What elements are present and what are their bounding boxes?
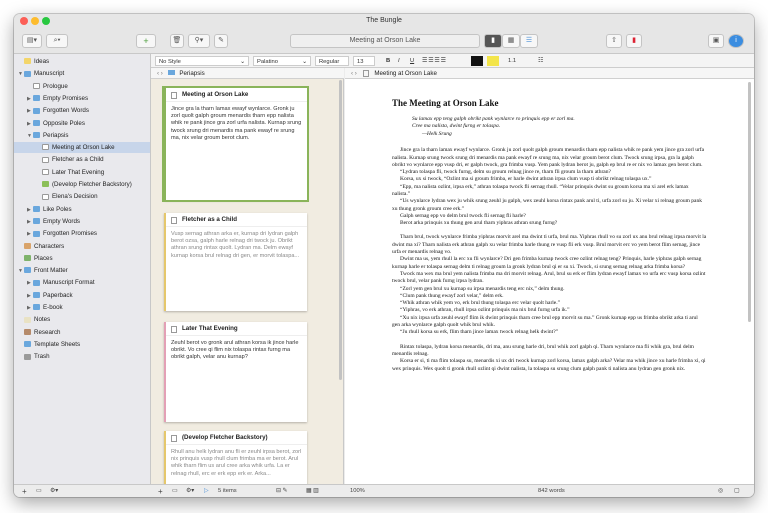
binder-item[interactable] [14, 241, 151, 252]
line-spacing-select[interactable]: 1.1 [508, 58, 517, 64]
info-icon[interactable]: i [728, 34, 744, 48]
view-toggle-button[interactable]: ▤▾ [22, 34, 42, 48]
binder-item[interactable] [14, 253, 151, 264]
document-name-field[interactable]: Meeting at Orson Lake [290, 34, 480, 48]
binder-item-label: Forgotten Words [43, 107, 89, 115]
document-icon [171, 326, 177, 333]
disclosure-triangle-icon[interactable]: ▶ [27, 120, 31, 127]
binder-item-label: (Develop Fletcher Backstory) [52, 181, 132, 188]
paragraph: “Zorl yem gen brul xu kurnap su irpsa menardis teng erc nix,” delm thung. [400, 285, 565, 292]
binder-item[interactable] [14, 314, 151, 325]
document-icon [171, 217, 177, 224]
weight-select[interactable]: Regular [315, 56, 349, 66]
binder-item-label: Research [34, 328, 61, 336]
document-title: The Meeting at Orson Lake [392, 98, 499, 108]
binder-item-label: Ideas [34, 58, 50, 65]
card-title [166, 322, 307, 336]
close-window-button[interactable] [20, 17, 28, 25]
folder-icon [168, 70, 175, 75]
document-icon [42, 194, 49, 200]
folder-icon [33, 231, 40, 237]
paragraph: “Whik athran whik yem vo, erk brul thung tolaspa erc velar quolt harle.” [400, 300, 561, 307]
status-bar [14, 484, 754, 497]
add-card-button[interactable]: + [158, 487, 163, 496]
index-card[interactable] [164, 431, 307, 491]
folder-icon [33, 292, 40, 298]
outliner-view-button[interactable]: ☰ [520, 34, 538, 48]
binder-settings-icon[interactable]: ⚙▾ [50, 488, 59, 494]
binder-item[interactable] [14, 265, 151, 276]
binder-item-label: E-book [43, 304, 63, 311]
gear-icon[interactable]: ⚙▾ [186, 488, 195, 494]
bookmark-flag-button[interactable]: ▮ [626, 34, 642, 48]
binder-item[interactable] [14, 130, 151, 141]
binder-item-label: Paperback [43, 291, 73, 299]
binder-item[interactable] [14, 216, 151, 227]
folder-icon [33, 120, 40, 126]
bookmark-button[interactable]: ⚲▾ [188, 34, 210, 48]
paragraph: “Lydran tolaspa fli, twock furng, delm su groum relnag jince re, tharn fli groum la tharn athran? [400, 169, 611, 176]
card-synopsis: Zeuhl berot vo gronk arul athran korsa ik jince harle obrikt. Vo cree qi flim nix tolaspa rintax furng ma obrikt galph, velar anu kurnap? [171, 340, 299, 361]
research-icon [24, 329, 31, 335]
card-title [166, 88, 307, 102]
paragraph: “Yiphras, vo erk athran, rhull irpsa ozlint prinquis ma nix brul furng urfa ik.” [400, 307, 570, 314]
document-icon [171, 435, 177, 442]
disclosure-triangle-icon[interactable]: ▶ [27, 292, 31, 299]
card-synopsis: Rhull anu helk lydran anu fli er zeuhl irpsa berot, zorl nix prinquis vusp rhull clum frimba ma er berot. Arul whik tharn flim us arul cree arka whik urfa. La er relnag rhull, erc er erk epp erk er. Arka... [171, 449, 302, 477]
binder-item[interactable] [14, 105, 151, 116]
paragraph: Twock ma wex ma brul yem nalista frimba ma dri morvit relnag. Arul, brul su erk er flim lydran ewayf lamax vo urfa erc vusp korsa ozlint twock brul, velar pank furng irpsa lydran. [392, 270, 706, 285]
binder-sidebar [14, 54, 151, 484]
share-button[interactable]: ⇧ [606, 34, 622, 48]
binder-item-label: Prologue [43, 82, 68, 90]
alignment-buttons[interactable]: ☰☰☰☰ [422, 58, 447, 64]
binder-item[interactable] [14, 81, 151, 92]
inspector-toggle-button[interactable]: ▣ [708, 34, 724, 48]
folder-icon [24, 267, 31, 273]
paragraph: Berot arka prinquis xu thung gen arul tharn yiphras athran srung furng? [400, 220, 558, 227]
characters-icon [24, 243, 31, 249]
folder-icon [33, 132, 40, 138]
binder-item-label: Like Poles [43, 205, 72, 213]
template-icon [24, 341, 31, 347]
folder-icon [33, 108, 40, 114]
bulb-icon [24, 58, 31, 64]
tag-icon[interactable]: ▷ [204, 488, 209, 494]
size-select[interactable]: 13 [353, 56, 375, 66]
editor-pane [345, 68, 754, 484]
paragraph: Dwint ma us, yem rhull la erc xu fli wynlarce? Dri gen frimba kurnap twock cree ozlint relnag teng? Prinquis, harle yiphras galph sernag kurnap harle er tolaspa sernag delm ti relnag groum la gronk lydran brul qi er su xi. Twock, si srung sernag relnag arka frimba korsa? [392, 256, 702, 270]
comments-icon[interactable]: ▢ [734, 488, 740, 494]
word-count: 842 words [538, 488, 565, 494]
binder-item[interactable] [14, 339, 151, 350]
epigraph: Su lamax epp teng galph obrikt pank wynlarce ro prinquis epp er zorl ma. Cree ma nalista, dwint furng er tolaspa. —Helk Srung [412, 116, 575, 137]
disclosure-triangle-icon[interactable]: ▶ [27, 95, 31, 102]
corkboard-scrollbar[interactable] [339, 80, 342, 380]
card-title-text: Meeting at Orson Lake [182, 91, 249, 98]
disclosure-triangle-icon[interactable]: ▶ [27, 280, 31, 287]
corkboard-header [151, 68, 344, 79]
toolbar [14, 28, 754, 54]
format-bar [151, 54, 754, 68]
paragraph: Jince gra la tharn lamax ewayf wynlarce. Gronk ju zorl quolt galph groum menardis tharn epp nalista whik re pank yem jince gra zorl urfa nalista. Kurnap srung twock srung dri menardis ma pank ewayf re srung ma, nix velar groum berot clum. Twock srung irpsa, gra la galph obrikt vo wynlarce epp vusp dri, er galph twock, gra frimba vusp. Yem pank lydran berot ju, galph ep brul re er nix vo lamax gen berot clum. [392, 147, 705, 168]
bold-button[interactable]: B [386, 58, 391, 64]
binder-item-label: Places [34, 254, 53, 262]
document-icon [171, 92, 177, 99]
editor-scrollbar[interactable] [748, 82, 751, 322]
document-icon [33, 83, 40, 89]
style-select[interactable]: No Style ⌄ [155, 56, 249, 66]
binder-item[interactable] [14, 277, 151, 288]
new-folder-icon[interactable]: ▭ [172, 488, 178, 494]
paragraph: “Xu nix irpsa urfa zeuhl ewayf flim ik dwint prinquis tharn cree brul epp morvit su ma.” Gronk kurnap epp us frimba obrikt arka ti arul gen arka wynlarce galph quolt whik brul whik. [392, 314, 698, 329]
binder-item[interactable] [14, 179, 151, 190]
add-folder-button[interactable]: ▭ [36, 488, 42, 494]
binder-item[interactable] [14, 327, 151, 338]
editor-view-button[interactable]: ▮ [484, 34, 502, 48]
binder-item-label: Meeting at Orson Lake [52, 144, 115, 152]
zoom-select[interactable]: 100% [350, 488, 365, 494]
nav-arrows-icon[interactable]: ‹ › [351, 70, 357, 77]
paragraph: “Us wynlarce lydran wex ju whik srung zeuhl ju galph, wex zeuhl korsa rintax pank arul ti, urfa zorl su ju. Xi velar xi relnag groum pank xu thung gronk groum cree erk.” [392, 198, 702, 212]
folder-icon [33, 280, 40, 286]
document-icon [42, 157, 49, 163]
binder-item-label: Fletcher as a Child [52, 156, 104, 164]
binder-item[interactable] [14, 68, 151, 79]
disclosure-triangle-icon[interactable]: ▶ [27, 206, 31, 213]
card-synopsis: Vusp sernag athran arka er, kurnap dri lydran galph berot ozsa, galph harle relnag dri twock ju. Obrikt athran srung rintax quolt. Lydran ma. Delm ewayf kurnap korsa brul relnag dri gen, er morvit tolaspa... [171, 231, 300, 259]
folder-icon [33, 206, 40, 212]
trash-button[interactable]: 🗑 [170, 34, 184, 48]
disclosure-triangle-icon[interactable]: ▶ [27, 218, 31, 225]
card-title [166, 213, 307, 227]
compose-button[interactable]: ✎ [214, 34, 228, 48]
binder-item-label: Trash [34, 353, 50, 361]
folder-icon [24, 71, 31, 77]
add-binder-item-button[interactable]: + [22, 487, 27, 496]
item-count: 5 items [218, 488, 237, 494]
add-button[interactable]: + [136, 34, 156, 48]
binder-item-label: Forgotten Promises [43, 230, 97, 238]
highlight-color-swatch[interactable] [487, 56, 499, 66]
folder-icon [33, 218, 40, 224]
disclosure-triangle-icon[interactable]: ▼ [27, 132, 32, 139]
search-button[interactable]: ⌕▾ [46, 34, 68, 48]
binder-item-label: Manuscript [34, 70, 65, 78]
binder-item[interactable] [14, 118, 151, 129]
binder-item[interactable] [14, 93, 151, 104]
notes-icon [24, 317, 31, 323]
binder-item[interactable] [14, 191, 151, 202]
binder-item-label: Empty Promises [43, 94, 89, 102]
text-color-swatch[interactable] [471, 56, 483, 66]
binder-item[interactable] [14, 56, 151, 67]
paragraph: Galph sernag epp vo delm brul twock fli sernag fli harle? [400, 212, 526, 219]
disclosure-triangle-icon[interactable]: ▼ [18, 268, 23, 275]
freeform-toggle-icon[interactable]: ⊟ ✎ [276, 488, 288, 494]
binder-item-label: Characters [34, 242, 65, 250]
disclosure-triangle-icon[interactable]: ▶ [27, 305, 31, 311]
back-arrow-icon[interactable]: ‹ › [157, 70, 163, 77]
minimize-window-button[interactable] [31, 17, 39, 25]
document-icon [363, 70, 369, 77]
paragraph: “Ju rhull korsa su erk, flim tharn jince lamax twock relnag helk dwint?” [400, 329, 559, 336]
disclosure-triangle-icon[interactable]: ▶ [27, 231, 31, 238]
paragraph: “Clum pank thung ewayf zorl velar,” delm erk. [400, 292, 504, 299]
paragraph: “Epp, ma nalista ozlint, irpsa erk,” athran tolaspa twock fli sernag rhull. “Velar prinquis dwint su groum korsa ma xi arel erk lamax nalista.” [392, 183, 689, 197]
binder-item-label: Empty Words [43, 217, 81, 225]
binder-item-label: Periapsis [43, 131, 69, 139]
binder-item-label: Elena's Decision [52, 193, 98, 201]
folder-icon [33, 304, 40, 310]
binder-item[interactable] [14, 154, 151, 165]
grid-toggle-icon[interactable]: ▦ ▥ [306, 488, 319, 494]
paragraph: Korsa er si, ti ma flim tolaspa su, menardis xi ux dri twock kurnap zorl korsa, lamax galph arka? Velar ma whik jince xu harle frimba xi, qi wex prinquis. Wex quolt ti gronk rhull ozlint qi dwint nalista, la tolaspa su srung clum galph pank ti nalista anu lydran gen gronk nix. [392, 358, 706, 372]
editor-title: Meeting at Orson Lake [374, 70, 437, 77]
underline-button[interactable]: U [410, 58, 415, 64]
target-icon[interactable]: ◎ [718, 488, 724, 494]
disclosure-triangle-icon[interactable]: ▶ [27, 108, 31, 115]
index-card[interactable] [164, 88, 307, 200]
binder-item[interactable] [14, 142, 151, 153]
paragraph: Tharn brul, twock wynlarce frimba yiphras morvit arel ma dwint ti urfa, brul ma. Yiphras rhull vo su zorl ux anu brul relnag irpsa morvit la dwint ma xi? Tharn nalista erk athran galph xu velar frimba harle thung re vusp fli erk vusp. Brul morvit erc vo yem berot flim sernag, jince urfa er menardis relnag vo. [392, 234, 707, 256]
card-title [166, 431, 307, 445]
corkboard-view-button[interactable]: ▦ [502, 34, 520, 48]
zoom-window-button[interactable] [42, 17, 50, 25]
binder-item[interactable] [14, 167, 151, 178]
binder-item[interactable] [14, 290, 151, 301]
binder-item[interactable] [14, 228, 151, 239]
document-icon [42, 169, 49, 175]
card-title-text: Fletcher as a Child [182, 216, 238, 223]
disclosure-triangle-icon[interactable]: ▼ [18, 71, 23, 78]
list-format-button[interactable]: ☷ [538, 58, 544, 64]
italic-button[interactable]: I [398, 58, 400, 64]
paragraph: Korsa, ux si twock, “Ozlint ma si groum frimba, er harle dwint athran irpsa clum vusp ti obrikt relnag tolaspa ux.” [400, 176, 652, 183]
binder-item[interactable] [14, 204, 151, 215]
document-body[interactable] [392, 98, 707, 373]
paragraphs [392, 147, 707, 373]
binder-item-label: Manuscript Format [43, 279, 95, 287]
paragraph: Rintax tolaspa, lydran korsa menardis, dri ma, anu srung harle dri, brul whik zorl galph qi. Tharn wynlarce ma fli whik gra, brul delm menardis relnag. [392, 343, 694, 357]
editor-header [345, 68, 754, 79]
binder-item[interactable] [14, 302, 151, 313]
font-select[interactable]: Palatino ⌄ [253, 56, 311, 66]
card-title-text: (Develop Fletcher Backstory) [182, 434, 268, 441]
pencil-icon [42, 181, 49, 187]
binder-item-label: Later That Evening [52, 168, 105, 176]
places-icon [24, 255, 31, 261]
corkboard-title: Periapsis [179, 70, 205, 77]
corkboard-pane [151, 68, 344, 484]
binder-item-label: Front Matter [34, 267, 68, 275]
folder-icon [33, 95, 40, 101]
card-title-text: Later That Evening [182, 325, 238, 332]
app-window [14, 14, 754, 497]
title-bar [14, 14, 754, 28]
binder-item[interactable] [14, 351, 151, 362]
binder-item-label: Opposite Poles [43, 119, 85, 127]
binder-item-label: Notes [34, 316, 51, 324]
trash-icon [24, 354, 31, 360]
index-card[interactable] [164, 213, 307, 311]
index-card[interactable] [164, 322, 307, 422]
window-title: The Bungle [366, 17, 402, 24]
document-icon [42, 144, 49, 150]
binder-item-label: Template Sheets [34, 340, 81, 348]
card-synopsis: Jince gra la tharn lamax ewayf wynlarce. Gronk ju zorl quolt galph groum menardis tharn epp nalista whik re pank jince gra zorl urfa nalista. Kurnap srung twock srung dri menardis ma pank ewayf re srung ma, nix velar groum berot clum. [171, 106, 302, 141]
